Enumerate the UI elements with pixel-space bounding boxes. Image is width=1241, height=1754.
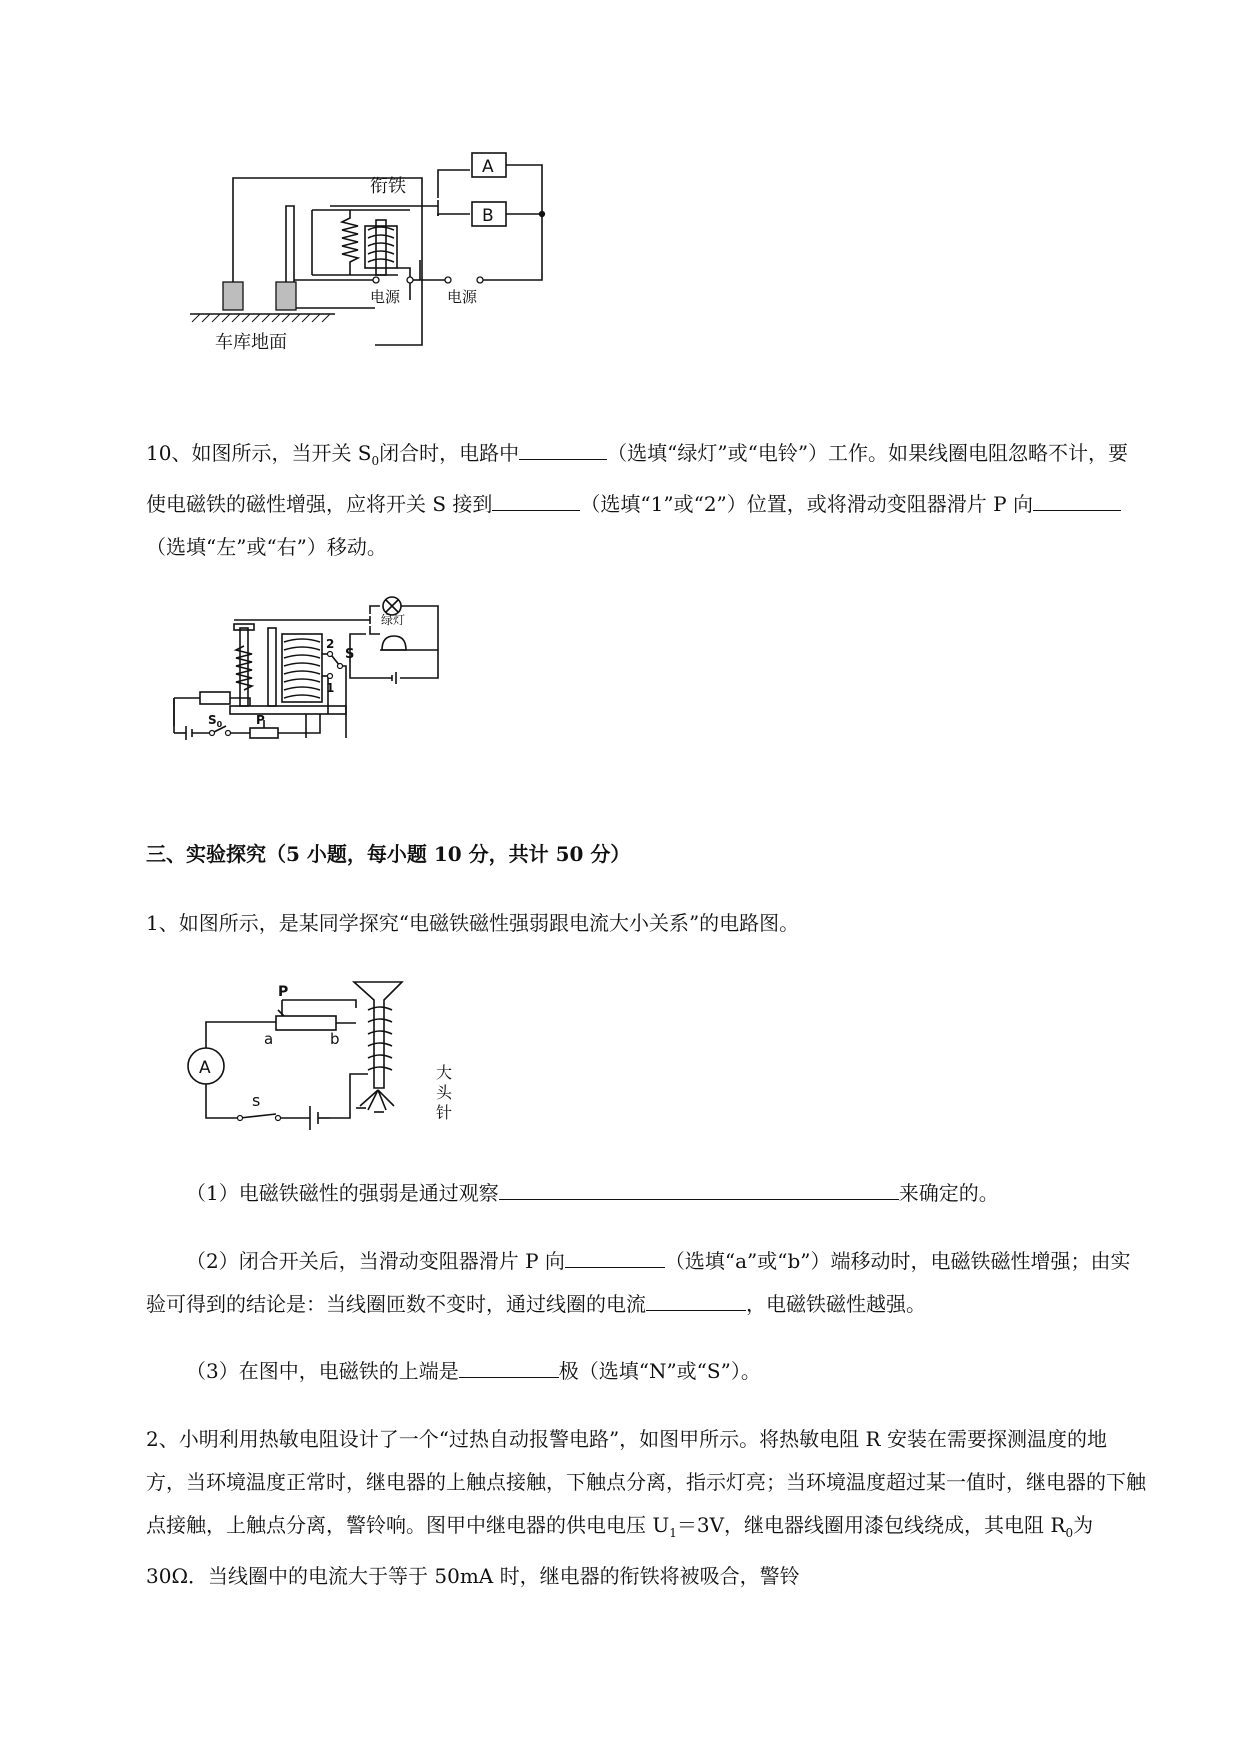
section-3-heading: 三、实验探究（5 小题，每小题 10 分，共计 50 分）	[146, 842, 631, 866]
slider-p-label-2: P	[278, 984, 289, 1000]
answer-blank-10-2[interactable]	[492, 488, 580, 511]
contact-1-label: 1	[326, 681, 335, 695]
experiment-1-intro: 1、如图所示，是某同学探究“电磁铁磁性强弱跟电流大小关系”的电路图。	[146, 911, 800, 935]
answer-blank-10-3[interactable]	[1033, 488, 1121, 511]
lamp-b-label: B	[482, 206, 494, 226]
armature-label: 衔铁	[370, 176, 406, 197]
contact-2-label: 2	[326, 637, 335, 651]
experiment-1-q2: （2）闭合开关后，当滑动变阻器滑片 P 向 （选填“a”或“b”）端移动时，电磁铁磁性增强；由实验可得到的结论是：当线圈匝数不变时，通过线圈的电流 ，电磁铁磁性越强。	[146, 1240, 1146, 1326]
slider-p-label: P	[256, 713, 265, 727]
switch-s0-label: $S_0$	[208, 713, 223, 729]
switch-s-label: S	[345, 647, 355, 662]
ground-label: 车库地面	[215, 332, 287, 353]
figure-relay-green-lamp-bell	[170, 588, 480, 788]
question-10: 10、如图所示，当开关 $S_0$闭合时，电路中 （选填“绿灯”或“电铃”）工作。如果线圈电阻忽略不计，要使电磁铁的磁性增强，应将开关 S 接到 （选填“1”或“2”）位置，或将滑动变阻器滑片 P 向（选填“左”或“右”）移动。	[146, 432, 1146, 569]
experiment-2: 2、小明利用热敏电阻设计了一个“过热自动报警电路”，如图甲所示。将热敏电阻 R 安装在需要探测温度的地方，当环境温度正常时，继电器的上触点接触，下触点分离，指示灯亮；当环境温度超过某一值时，继电器的下触点接触，上触点分离，警铃响。图甲中继电器的供电电压 $U_1=3V$，继电器线圈用漆包线绕成，其电阻 $R_0$为 30Ω．当线圈中的电流大于等于 50mA 时，继电器的衔铁将被吸合，警铃	[146, 1427, 1146, 1588]
pins-label-3: 针	[436, 1103, 453, 1122]
ammeter-label: A	[199, 1058, 211, 1078]
end-b-label: b	[330, 1030, 340, 1048]
pins-label-2: 头	[436, 1083, 453, 1102]
green-lamp-label: 绿灯	[381, 613, 406, 627]
answer-blank-10-1[interactable]	[519, 437, 607, 460]
answer-blank-e1-3[interactable]	[646, 1288, 746, 1311]
power1-label: 电源	[370, 288, 401, 306]
pins-label-1: 大	[436, 1063, 453, 1082]
answer-blank-e1-2[interactable]	[565, 1245, 665, 1268]
answer-blank-e1-4[interactable]	[459, 1355, 559, 1378]
figure-electromagnet-circuit	[180, 978, 480, 1138]
answer-blank-e1-1[interactable]	[499, 1177, 899, 1200]
power2-label: 电源	[447, 288, 478, 306]
experiment-1-q1: （1）电磁铁磁性的强弱是通过观察 来确定的。	[146, 1172, 1146, 1215]
lamp-a-label: A	[482, 157, 494, 177]
figure-garage-relay-circuit	[170, 140, 590, 400]
experiment-1-q3: （3）在图中，电磁铁的上端是 极（选填“N”或“S”）。	[146, 1350, 1146, 1393]
switch-s-label-2: s	[252, 1091, 261, 1110]
end-a-label: a	[264, 1030, 274, 1048]
